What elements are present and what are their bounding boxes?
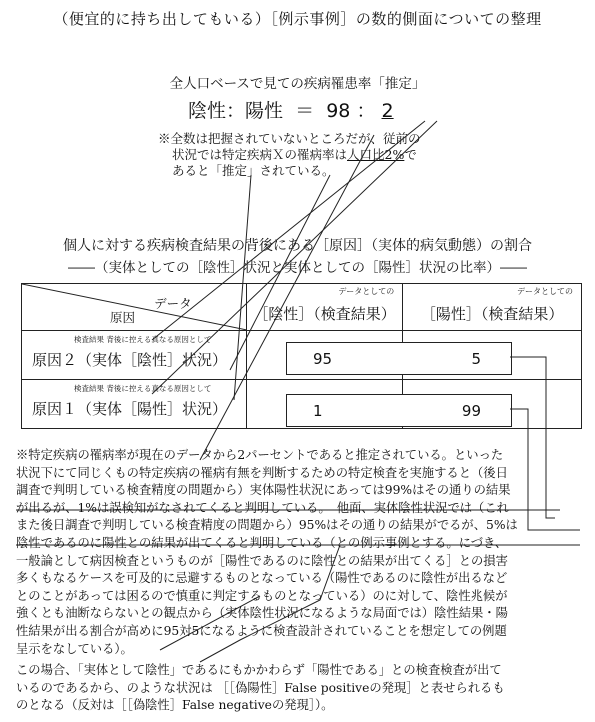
note-text: で [404,147,417,162]
positive-result-value: 5 [471,350,481,368]
cause-label: 原因２（実体［陰性］状況） [32,351,228,369]
ratio-colon: ： [356,100,376,122]
value-box-cause2 [286,342,512,375]
explanation-body [16,447,586,658]
conclusion-text [16,662,586,715]
negative-result-value: 1 [313,402,323,420]
body-line: 調査で判明している検査精度の問題から）実体陽性状況にあっては99%はその通りの結果 [16,483,511,498]
header-positive-cell [403,284,582,331]
body-line: ※特定疾病の罹病率が現在のデータから2パーセントであると推定されている。といった [16,448,504,462]
header-positive-label: ［陽性］（検査結果） [420,305,564,323]
body-line: 性結果が出る割合が高めに95対5になるように検査設計されていることを想定しての例題 [16,623,507,638]
prevalence-heading: 全人口ベースで見ての疾病罹患率「推定」 [169,76,426,92]
diagonal-header-cell [22,284,247,331]
ratio-positive-value: 2 [381,100,394,122]
header-negative-cell [246,284,403,331]
table-header-row [22,284,582,331]
body-line: 多くもなるケースを可及的に忌避するものとなっている（陽性であるのに陰性が出るなど [16,571,508,586]
diag-cause-label: 原因 [110,310,136,325]
header-negative-label: ［陰性］（検査結果） [253,305,396,323]
body-line: 強くとも油断ならないとの観点から（実体陰性状況になるような局面では）陰性結果・陽 [16,606,508,621]
negative-result-value: 95 [313,350,333,368]
cause-label: 原因１（実体［陽性］状況） [32,400,228,418]
conclusion-line: のとなる（反対は［［偽陰性］False negativeの発現］）。 [16,698,334,713]
cause-cell [22,331,247,380]
conclusion-line: いるのであるから、のような状況は ［［偽陽性］False positiveの発現］と表せられるも [16,680,505,695]
cause-cell [22,380,247,429]
value-box-cause1 [286,394,512,427]
cause-section-subheading: ――（実体としての［陰性］状況と実体としての［陽性］状況の比率）―― [68,260,527,276]
note-line: ※全数は把握されていないところだが、従前の [158,131,421,146]
header-small-label: データとしての [517,287,573,296]
body-line: 一般論として病因検査というものが［陽性であるのに陰性との結果が出てくる］との損害 [16,553,508,568]
body-line: 状況下にて同じくもの特定疾病の罹病有無を判断するための特定検査を実施すると（後日 [16,465,508,480]
note-line: あると「推定」されている。 [172,163,335,178]
body-line: 呈示をなしている）。 [16,641,133,656]
body-line: とのことがあっては困るので慎重に判定するものとなっている）のに対して、陰性兆候が [16,588,508,603]
ratio-equals: ＝ [295,100,315,122]
positive-result-value: 99 [461,402,481,420]
prevalence-note [158,131,458,179]
prevalence-ratio [188,96,394,123]
cause-section-heading: 個人に対する疾病検査結果の背後にある［原因］（実体的病気動態）の割合 [63,238,532,254]
note-highlight: 人口比2% [347,147,405,162]
note-text: 状況では特定疾病Ｘの罹病率は [172,147,348,162]
header-small-label: データとしての [338,287,395,296]
note-line [158,147,458,163]
body-line: また後日調査で判明している検査精度の問題から）95%はその通りの結果がでるが、5%は [16,518,518,533]
page-title: （便宜的に持ち出してもいる）［例示事例］の数的側面についての整理 [53,10,542,28]
body-line: が出るが、1%は誤検知がなされてくると判明している。 他面、実体陰性状況では（これ [16,500,509,515]
cause-small-label: 検査結果 背後に控える真なる原因として [74,335,212,344]
conclusion-line: この場合、「実体として陰性」であるにもかかわらず「陽性である」との検査検査が出て [16,663,502,677]
ratio-label: 陰性：陽性 [188,100,284,122]
ratio-negative-value: 98 [326,100,351,122]
cause-small-label: 検査結果 背後に控える真なる原因として [74,384,212,393]
diag-data-label: データ [154,296,192,311]
body-line: 陰性であるのに陽性との結果が出てくると判明している（との例示事例とする。にづき、 [16,535,508,550]
